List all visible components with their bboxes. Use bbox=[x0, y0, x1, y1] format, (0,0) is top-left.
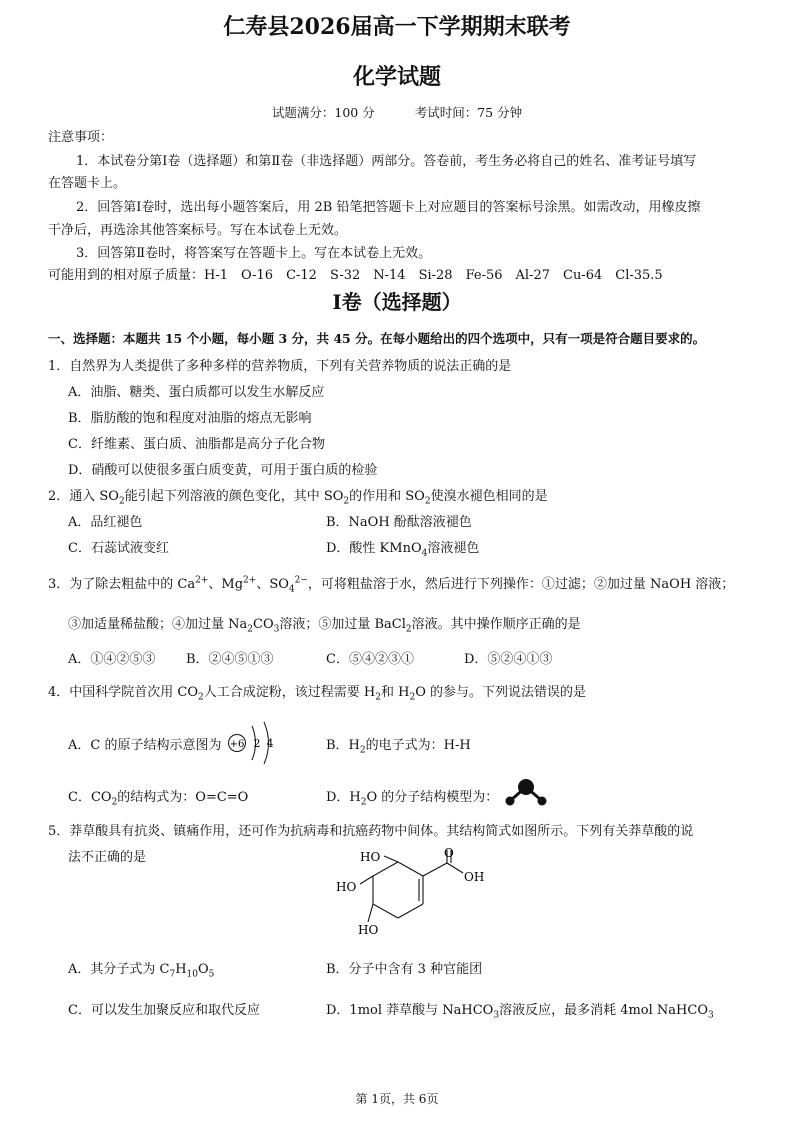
hydrogen-ball-right bbox=[538, 797, 547, 806]
q2-option-c: C．石蕊试液变红 bbox=[68, 541, 169, 556]
notice-item-2: 2．回答第Ⅰ卷时，选出每小题答案后，用 2B 铅笔把答题卡上对应题目的答案标号涂黑。如需改动，用橡皮擦 bbox=[76, 200, 701, 215]
q5-option-a: A．其分子式为 $C_7H_{10}O_5$ bbox=[68, 962, 215, 980]
hydroxyl-label-middle: HO bbox=[336, 880, 357, 894]
hydrogen-ball-left bbox=[506, 797, 515, 806]
q4-option-c: C．$CO_2$的结构式为：O=C=O bbox=[68, 790, 249, 808]
notice-item-1: 1．本试卷分第Ⅰ卷（选择题）和第Ⅱ卷（非选择题）两部分。答卷前，考生务必将自己的姓名、准考证号填写 bbox=[76, 154, 697, 169]
section-title: Ⅰ卷（选择题） bbox=[332, 290, 462, 314]
q5-option-b: B．分子中含有 3 种官能团 bbox=[326, 962, 483, 977]
subject-title: 化学试题 bbox=[352, 64, 441, 90]
notice-heading: 注意事项： bbox=[48, 130, 114, 145]
q2-stem: 2．通入 $SO_2$能引起下列溶液的颜色变化，其中 $SO_2$的作用和 $SO_2$使溴水褪色相同的是 bbox=[48, 489, 548, 507]
q5-option-d: D．1mol 莽草酸与 NaHCO$_3$溶液反应，最多消耗 4mol NaHCO$_3$ bbox=[326, 1003, 714, 1021]
carbon-atom-diagram bbox=[226, 716, 286, 768]
shikimic-acid-structure bbox=[330, 846, 500, 942]
q4-option-b: B．$H_2$的电子式为：H-H bbox=[326, 738, 471, 756]
q3-stem: 3．为了除去粗盐中的 $Ca^{2+}$、$Mg^{2+}$、$SO_4^{2-}$，可将粗盐溶于水，然后进行下列操作：①过滤；②加过量 NaOH 溶液； bbox=[48, 575, 735, 595]
q4-option-a: A．C 的原子结构示意图为 bbox=[68, 738, 222, 753]
exam-time: 考试时间：75 分钟 bbox=[414, 105, 523, 120]
q3-option-d: D．⑤②④①③ bbox=[464, 652, 553, 667]
q1-option-a: A．油脂、糖类、蛋白质都可以发生水解反应 bbox=[68, 385, 325, 400]
q1-option-d: D．硝酸可以使很多蛋白质变黄，可用于蛋白质的检验 bbox=[68, 463, 378, 478]
q1-option-c: C．纤维素、蛋白质、油脂都是高分子化合物 bbox=[68, 437, 325, 452]
atomic-mass-line: 可能用到的相对原子质量：H-1 O-16 C-12 S-32 N-14 Si-28 Fe-56 Al-27 Cu-64 Cl-35.5 bbox=[48, 268, 663, 283]
carboxyl-oh-label: OH bbox=[464, 870, 485, 884]
hydroxyl-label-bottom: HO bbox=[358, 923, 379, 937]
q2-option-a: A．品红褪色 bbox=[68, 515, 143, 530]
water-molecule-model bbox=[502, 776, 550, 808]
nucleus-charge: +6 bbox=[229, 739, 245, 750]
q5-stem-cont: 法不正确的是 bbox=[68, 850, 147, 865]
q3-stem-line2: ③加适量稀盐酸；④加过量 $Na_2CO_3$溶液；⑤加过量 BaCl$_2$溶液。其中操作顺序正确的是 bbox=[68, 617, 581, 635]
exam-meta bbox=[0, 103, 794, 121]
oxygen-ball bbox=[518, 779, 534, 795]
q5-stem: 5．莽草酸具有抗炎、镇痛作用，还可作为抗病毒和抗癌药物中间体。其结构简式如图所示。下列有关莽草酸的说 bbox=[48, 824, 694, 839]
notice-item-1-cont: 在答题卡上。 bbox=[48, 176, 127, 191]
exam-title: 仁寿县2026届高一下学期期末联考 bbox=[223, 14, 571, 40]
notice-item-3: 3．回答第Ⅱ卷时，将答案写在答题卡上。写在本试卷上无效。 bbox=[76, 246, 432, 261]
q1-option-b: B．脂肪酸的饱和程度对油脂的熔点无影响 bbox=[68, 411, 312, 426]
q4-stem: 4．中国科学院首次用 $CO_2$人工合成淀粉，该过程需要 $H_2$和 $H_2O$ 的参与。下列说法错误的是 bbox=[48, 685, 586, 703]
full-score: 试题满分：100 分 bbox=[271, 105, 375, 120]
shell-2-count: 4 bbox=[266, 737, 274, 750]
q4-option-d: D．$H_2O$ 的分子结构模型为： bbox=[326, 790, 499, 808]
shell-1-count: 2 bbox=[253, 737, 261, 750]
q3-option-b: B．②④⑤①③ bbox=[186, 652, 274, 667]
section-instruction: 一、选择题：本题共 15 个小题，每小题 3 分，共 45 分。在每小题给出的四个选项中，只有一项是符合题目要求的。 bbox=[48, 331, 706, 346]
hydroxyl-label-top: HO bbox=[360, 850, 381, 864]
q2-option-d: D．酸性 KMnO$_4$溶液褪色 bbox=[326, 541, 480, 559]
q3-option-a: A．①④②⑤③ bbox=[68, 652, 156, 667]
q3-option-c: C．⑤④②③① bbox=[326, 652, 414, 667]
page-footer: 第 1页，共 6页 bbox=[355, 1092, 439, 1106]
q2-option-b: B．NaOH 酚酞溶液褪色 bbox=[326, 515, 472, 530]
notice-item-2-cont: 干净后，再选涂其他答案标号。写在本试卷上无效。 bbox=[48, 223, 348, 238]
q1-stem: 1．自然界为人类提供了多种多样的营养物质，下列有关营养物质的说法正确的是 bbox=[48, 359, 512, 374]
carbonyl-oxygen-label: O bbox=[444, 846, 454, 860]
q5-option-c: C．可以发生加聚反应和取代反应 bbox=[68, 1003, 260, 1018]
